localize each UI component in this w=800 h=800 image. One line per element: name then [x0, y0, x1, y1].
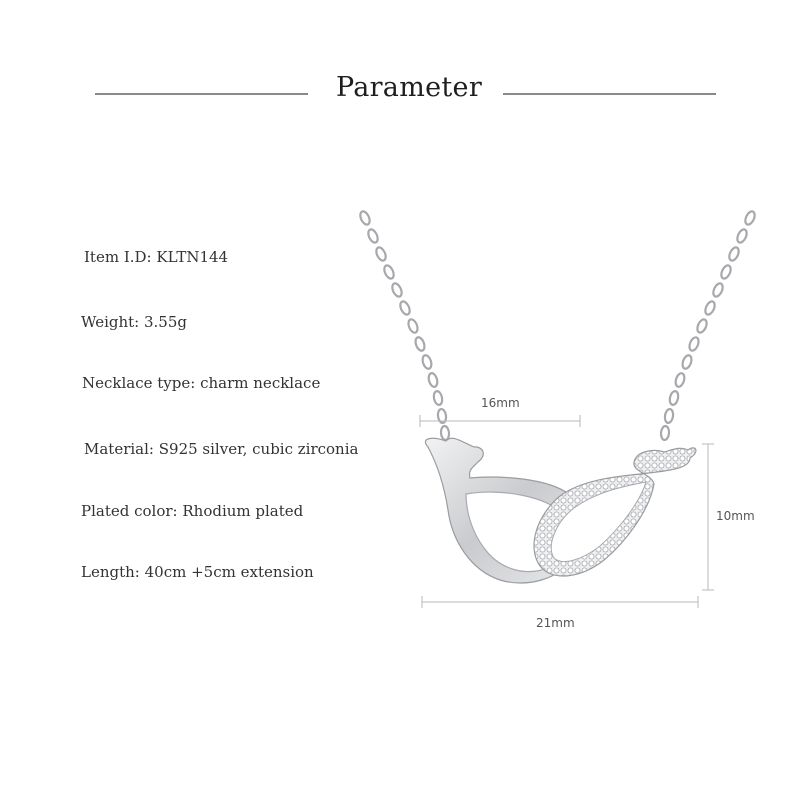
spec-label: Item I.D: — [84, 248, 152, 266]
spec-label: Plated color: — [81, 502, 178, 520]
dimension-height: 10mm — [716, 509, 755, 523]
spec-value: Rhodium plated — [182, 502, 304, 520]
chain-left — [358, 210, 449, 440]
spec-label: Material: — [84, 440, 154, 458]
spec-value: charm necklace — [200, 374, 321, 392]
spec-label: Length: — [81, 563, 140, 581]
spec-value: KLTN144 — [156, 248, 229, 266]
pendant-right — [534, 448, 696, 576]
chain-right — [660, 210, 756, 440]
spec-value: S925 silver, cubic zirconia — [158, 440, 359, 458]
dimension-top-width: 16mm — [481, 396, 520, 410]
spec-value: 3.55g — [144, 313, 188, 331]
dimension-total-width: 21mm — [536, 616, 575, 630]
spec-label: Weight: — [81, 313, 140, 331]
page-title: Parameter — [335, 72, 483, 103]
spec-label: Necklace type: — [82, 374, 196, 392]
spec-value: 40cm +5cm extension — [144, 563, 314, 581]
